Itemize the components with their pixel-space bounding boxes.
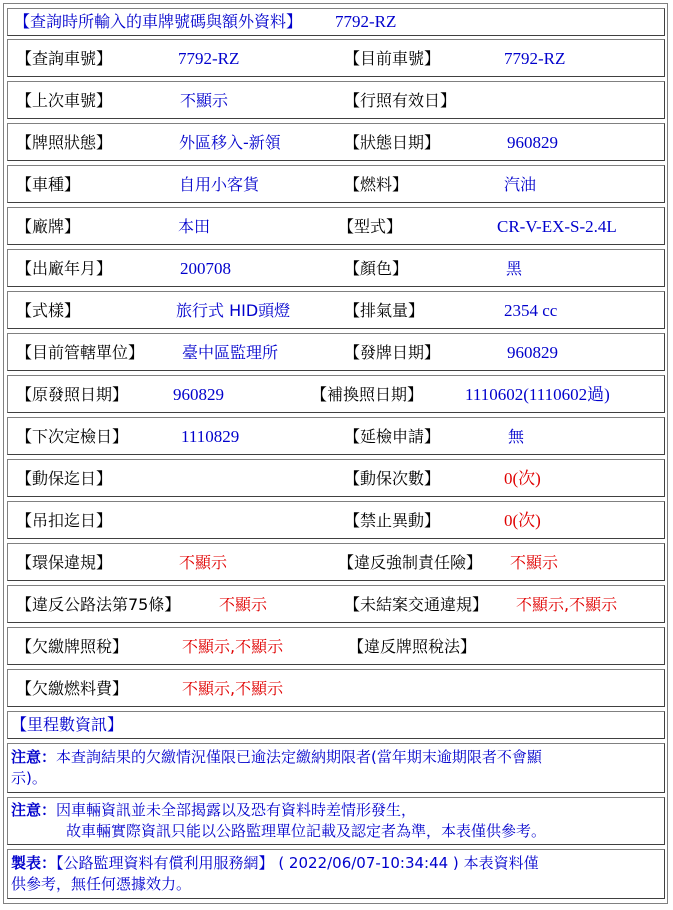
model-label: 【型式】 bbox=[338, 217, 403, 236]
previous-plate-label: 【上次車號】 bbox=[16, 91, 113, 110]
footer-time: ( 2022/06/07-10:34:44 ) bbox=[278, 854, 459, 872]
row-env-violation bbox=[7, 543, 665, 581]
row-plate-status bbox=[7, 123, 665, 161]
row-brand bbox=[7, 207, 665, 245]
row-manufacture-date bbox=[7, 249, 665, 287]
suspension-until-label: 【吊扣迄日】 bbox=[16, 511, 113, 530]
lien-count-label: 【動保次數】 bbox=[344, 469, 441, 488]
color-label: 【顏色】 bbox=[344, 259, 409, 278]
env-violation-value: 不顯示 bbox=[179, 553, 228, 572]
unpaid-fuel-fee-label: 【欠繳燃料費】 bbox=[16, 679, 129, 698]
authority-value: 臺中區監理所 bbox=[182, 343, 279, 362]
row-query-plate bbox=[7, 39, 665, 77]
unpaid-license-tax-label: 【欠繳牌照稅】 bbox=[16, 637, 129, 656]
note-1-line-1: 本查詢結果的欠繳情況僅限已逾法定繳納期限者(當年期末逾期限者不會顯 bbox=[56, 748, 542, 766]
mileage-label: 【里程數資訊】 bbox=[11, 715, 124, 734]
row-previous-plate bbox=[7, 81, 665, 119]
query-plate-value: 7792-RZ bbox=[178, 49, 240, 68]
row-style bbox=[7, 291, 665, 329]
note-1-line-2: 示)。 bbox=[11, 769, 47, 787]
plate-status-label: 【牌照狀態】 bbox=[16, 133, 113, 152]
license-valid-label: 【行照有效日】 bbox=[344, 91, 457, 110]
note-1 bbox=[11, 747, 661, 789]
plate-status-value: 外區移入-新領 bbox=[179, 133, 281, 152]
note-2-line-1: 因車輛資訊並未全部揭露以及恐有資料時差情形發生， bbox=[56, 801, 417, 819]
authority-label: 【目前管轄單位】 bbox=[16, 343, 145, 362]
footer-row bbox=[7, 849, 665, 899]
row-next-inspection bbox=[7, 417, 665, 455]
next-inspection-label: 【下次定檢日】 bbox=[16, 427, 129, 446]
issue-date-label: 【發牌日期】 bbox=[344, 343, 441, 362]
row-license-tax bbox=[7, 627, 665, 665]
manufacture-date-value: 200708 bbox=[180, 259, 231, 278]
header-title: 【查詢時所輸入的車牌號碼與額外資料】 bbox=[14, 12, 303, 31]
next-inspection-value: 1110829 bbox=[181, 427, 240, 446]
brand-value: 本田 bbox=[178, 217, 211, 236]
original-license-date-label: 【原發照日期】 bbox=[16, 385, 129, 404]
current-plate-value: 7792-RZ bbox=[504, 49, 566, 68]
style-value: 旅行式 HID頭燈 bbox=[176, 301, 291, 320]
row-highway-law bbox=[7, 585, 665, 623]
reissue-date-value: 1110602(1110602過) bbox=[465, 385, 610, 404]
model-value: CR-V-EX-S-2.4L bbox=[497, 217, 617, 236]
note-2-label: 注意： bbox=[11, 801, 57, 819]
reissue-date-label: 【補換照日期】 bbox=[311, 385, 424, 404]
transfer-ban-value: 0(次) bbox=[504, 511, 541, 530]
footer-label: 製表： bbox=[11, 854, 57, 872]
issue-date-value: 960829 bbox=[507, 343, 558, 362]
displacement-value: 2354 cc bbox=[504, 301, 558, 320]
color-value: 黑 bbox=[506, 259, 523, 278]
fuel-label: 【燃料】 bbox=[344, 175, 409, 194]
note-2-row bbox=[7, 797, 665, 845]
manufacture-date-label: 【出廠年月】 bbox=[16, 259, 113, 278]
note-1-row bbox=[7, 743, 665, 793]
row-original-license-date bbox=[7, 375, 665, 413]
footer-line-2: 供參考，無任何憑據效力。 bbox=[11, 875, 192, 893]
unpaid-license-tax-value: 不顯示,不顯示 bbox=[182, 637, 284, 656]
license-tax-violation-label: 【違反牌照稅法】 bbox=[348, 637, 477, 656]
footer-source: 【公路監理資料有償利用服務網】 bbox=[56, 854, 274, 872]
inspection-extension-value: 無 bbox=[508, 427, 525, 446]
insurance-violation-label: 【違反強制責任險】 bbox=[338, 553, 483, 572]
current-plate-label: 【目前車號】 bbox=[344, 49, 441, 68]
status-date-label: 【狀態日期】 bbox=[344, 133, 441, 152]
status-date-value: 960829 bbox=[507, 133, 558, 152]
unsettled-violations-label: 【未結案交通違規】 bbox=[344, 595, 489, 614]
displacement-label: 【排氣量】 bbox=[344, 301, 425, 320]
env-violation-label: 【環保違規】 bbox=[16, 553, 113, 572]
footer-line-1-tail: 本表資料僅 bbox=[463, 854, 539, 872]
unpaid-fuel-fee-value: 不顯示,不顯示 bbox=[182, 679, 284, 698]
highway-law-value: 不顯示 bbox=[219, 595, 268, 614]
fuel-value: 汽油 bbox=[504, 175, 537, 194]
previous-plate-value: 不顯示 bbox=[180, 91, 229, 110]
lien-until-label: 【動保迄日】 bbox=[16, 469, 113, 488]
inspection-extension-label: 【延檢申請】 bbox=[344, 427, 441, 446]
lien-count-value: 0(次) bbox=[504, 469, 541, 488]
highway-law-label: 【違反公路法第75條】 bbox=[16, 595, 181, 614]
style-label: 【式樣】 bbox=[16, 301, 81, 320]
row-lien bbox=[7, 459, 665, 497]
vehicle-type-value: 自用小客貨 bbox=[179, 175, 260, 194]
transfer-ban-label: 【禁止異動】 bbox=[344, 511, 441, 530]
row-suspension bbox=[7, 501, 665, 539]
brand-label: 【廠牌】 bbox=[16, 217, 81, 236]
row-fuel-fee bbox=[7, 669, 665, 707]
footer-note bbox=[11, 853, 661, 895]
note-2-line-2: 故車輛實際資訊只能以公路監理單位記載及認定者為準，本表僅供參考。 bbox=[66, 822, 547, 840]
mileage-row bbox=[7, 711, 665, 739]
original-license-date-value: 960829 bbox=[173, 385, 224, 404]
header-plate: 7792-RZ bbox=[335, 12, 397, 31]
query-plate-label: 【查詢車號】 bbox=[16, 49, 113, 68]
insurance-violation-value: 不顯示 bbox=[510, 553, 559, 572]
note-1-label: 注意： bbox=[11, 748, 57, 766]
header-row bbox=[7, 8, 665, 36]
note-2 bbox=[11, 800, 661, 842]
row-vehicle-type bbox=[7, 165, 665, 203]
row-authority bbox=[7, 333, 665, 371]
unsettled-violations-value: 不顯示,不顯示 bbox=[516, 595, 618, 614]
vehicle-type-label: 【車種】 bbox=[16, 175, 81, 194]
